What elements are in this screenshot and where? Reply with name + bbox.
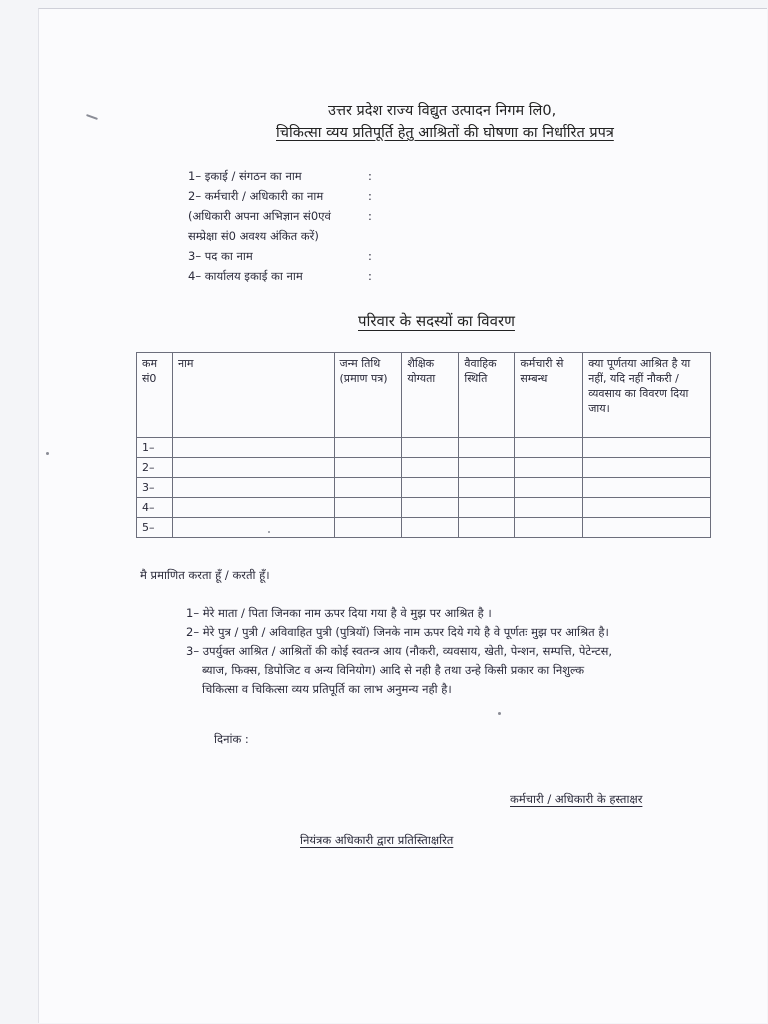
cell-education[interactable] xyxy=(402,498,459,518)
field-colon: : xyxy=(368,209,372,223)
field-label: 2– कर्मचारी / अधिकारी का नाम xyxy=(188,189,324,203)
field-unit xyxy=(188,166,372,186)
cell-relation[interactable] xyxy=(515,458,583,478)
cell-dob[interactable] xyxy=(334,498,402,518)
cell-name[interactable] xyxy=(172,518,334,538)
cell-marital[interactable] xyxy=(459,498,515,518)
cell-dependency[interactable] xyxy=(583,438,711,458)
scan-speck xyxy=(46,452,49,455)
cell-name[interactable] xyxy=(172,478,334,498)
col-dependency: क्या पूर्णतया आश्रित है या नहीं, यदि नहीं नौकरी / व्यवसाय का विवरण दिया जाय। xyxy=(583,353,711,438)
cell-dependency[interactable] xyxy=(583,478,711,498)
cell-dependency[interactable] xyxy=(583,518,711,538)
cell-marital[interactable] xyxy=(459,478,515,498)
family-members-table xyxy=(136,352,711,538)
field-colon: : xyxy=(368,169,372,183)
field-label: 1– इकाई / संगठन का नाम xyxy=(188,169,302,183)
field-label: सम्प्रेक्षा सं0 अवश्य अंकित करें) xyxy=(188,229,319,243)
col-marital-status: वैवाहिक स्थिति xyxy=(459,353,515,438)
field-colon: : xyxy=(368,249,372,263)
col-dob: जन्म तिथि (प्रमाण पत्र) xyxy=(334,353,402,438)
cell-relation[interactable] xyxy=(515,518,583,538)
scan-speck xyxy=(498,712,501,715)
cell-dob[interactable] xyxy=(334,458,402,478)
field-designation xyxy=(188,246,372,266)
declaration-item-3: 3– उपर्युक्त आश्रित / आश्रितों की कोई स्वतन्त्र आय (नौकरी, व्यवसाय, खेती, पेन्शन, सम्पत्ति, पेटेन्टस, xyxy=(186,644,613,658)
table-row xyxy=(137,518,711,538)
col-serial: कम सं0 xyxy=(137,353,173,438)
field-id-note-cont xyxy=(188,226,331,246)
form-title: चिकित्सा व्यय प्रतिपूर्ति हेतु आश्रितों की घोषणा का निर्धारित प्रपत्र xyxy=(276,125,614,141)
cell-name[interactable] xyxy=(172,438,334,458)
cell-dob[interactable] xyxy=(334,518,402,538)
field-label: 4– कार्यालय इकाई का नाम xyxy=(188,269,303,283)
cell-education[interactable] xyxy=(402,518,459,538)
employee-fields xyxy=(188,166,372,286)
cell-relation[interactable] xyxy=(515,438,583,458)
col-education: शैक्षिक योग्यता xyxy=(402,353,459,438)
field-id-note xyxy=(188,206,372,226)
cell-marital[interactable] xyxy=(459,458,515,478)
cell-marital[interactable] xyxy=(459,438,515,458)
table-row xyxy=(137,458,711,478)
date-label: दिनांक : xyxy=(214,732,249,746)
organization-heading: उत्तर प्रदेश राज्य विद्युत उत्पादन निगम लि0, xyxy=(328,103,557,119)
table-row xyxy=(137,438,711,458)
table-row xyxy=(137,498,711,518)
field-label: (अधिकारी अपना अभिज्ञान सं0एवं xyxy=(188,209,331,223)
field-label: 3– पद का नाम xyxy=(188,249,253,263)
scan-speck xyxy=(268,531,270,533)
declaration-item-3-cont: ब्याज, फिक्स, डिपोजिट व अन्य विनियोग) आदि से नही है तथा उन्हे किसी प्रकार का निशुल्क xyxy=(202,663,585,677)
row-number: 4– xyxy=(137,498,173,518)
declaration-item-3-cont: चिकित्सा व चिकित्सा व्यय प्रतिपूर्ति का लाभ अनुमन्य नही है। xyxy=(202,682,452,696)
cell-marital[interactable] xyxy=(459,518,515,538)
declaration-item-1: 1– मेरे माता / पिता जिनका नाम ऊपर दिया गया है वे मुझ पर आश्रित है । xyxy=(186,606,492,620)
cell-dependency[interactable] xyxy=(583,458,711,478)
field-colon: : xyxy=(368,189,372,203)
cell-education[interactable] xyxy=(402,458,459,478)
cell-relation[interactable] xyxy=(515,498,583,518)
cell-dob[interactable] xyxy=(334,478,402,498)
cell-dependency[interactable] xyxy=(583,498,711,518)
declarations-list xyxy=(186,604,696,699)
signature-label: कर्मचारी / अधिकारी के हस्ताक्षर xyxy=(510,792,643,806)
certification-statement: मै प्रमाणित करता हूँ / करती हूँ। xyxy=(140,568,270,582)
field-employee-name xyxy=(188,186,372,206)
cell-education[interactable] xyxy=(402,478,459,498)
field-colon: : xyxy=(368,269,372,283)
table-row xyxy=(137,478,711,498)
cell-dob[interactable] xyxy=(334,438,402,458)
cell-relation[interactable] xyxy=(515,478,583,498)
row-number: 1– xyxy=(137,438,173,458)
row-number: 5– xyxy=(137,518,173,538)
cell-name[interactable] xyxy=(172,458,334,478)
row-number: 2– xyxy=(137,458,173,478)
countersignature-label: नियंत्रक अधिकारी द्वारा प्रतिस्तिाक्षरित xyxy=(300,833,454,847)
cell-name[interactable] xyxy=(172,498,334,518)
row-number: 3– xyxy=(137,478,173,498)
section-title: परिवार के सदस्यों का विवरण xyxy=(358,312,515,330)
table-header-row xyxy=(137,353,711,438)
cell-education[interactable] xyxy=(402,438,459,458)
col-name: नाम xyxy=(172,353,334,438)
field-office-unit xyxy=(188,266,372,286)
col-relation: कर्मचारी से सम्बन्ध xyxy=(515,353,583,438)
declaration-item-2: 2– मेरे पुत्र / पुत्री / अविवाहित पुत्री (पुत्रियॉ) जिनके नाम ऊपर दिये गये है वे पूर्णतः मुझ पर आश्रित है। xyxy=(186,625,609,639)
